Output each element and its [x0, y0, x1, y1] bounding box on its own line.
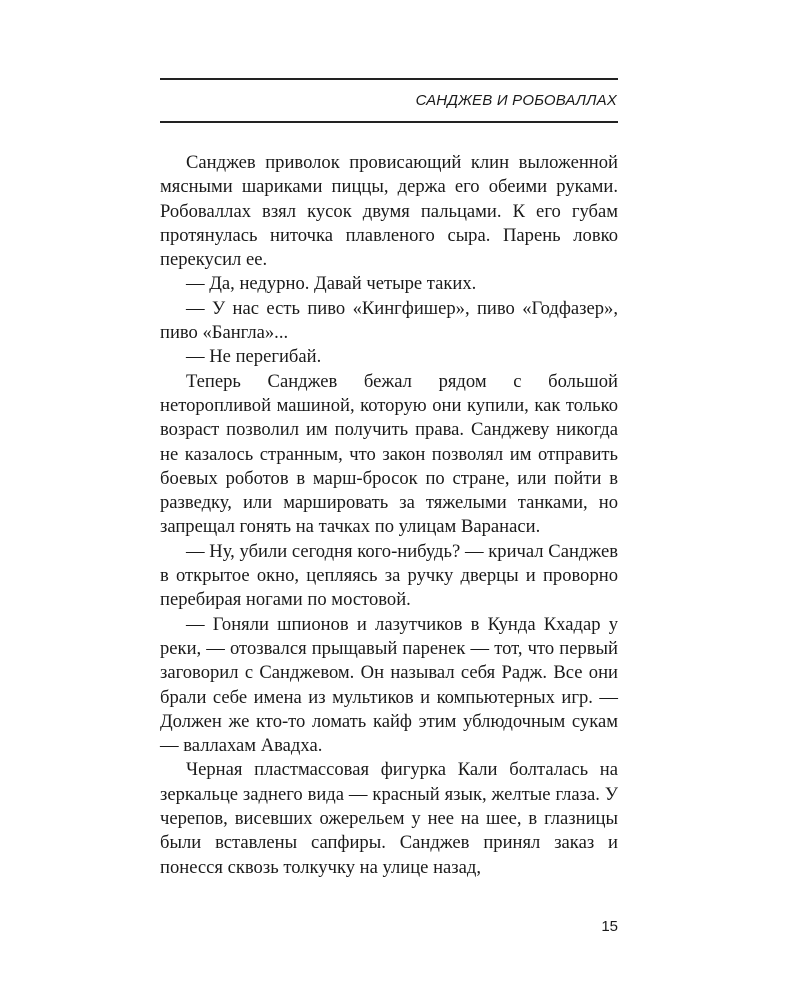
paragraph: — У нас есть пиво «Кингфишер», пиво «Годфазер», пиво «Бангла»... [160, 297, 618, 344]
running-head-title: САНДЖЕВ И РОБОВАЛЛАХ [415, 92, 617, 109]
header-bottom-rule [160, 121, 618, 123]
paragraph: Санджев приволок провисающий клин выложенной мясными шариками пиццы, держа его обеими руками. Робоваллах взял кусок двумя пальцами. К его губам протянулась ниточка плавленого сыра. Парень ловко перекусил ее. [160, 152, 618, 271]
paragraph: Черная пластмассовая фигурка Кали болталась на зеркальце заднего вида — красный язык, желтые глаза. У черепов, висевших ожерельем у нее на шее, в глазницы были вставлены сапфиры. Санджев принял заказ и понесся сквозь толкучку на улице назад, [160, 759, 618, 878]
paragraph: — Гоняли шпионов и лазутчиков в Кунда Кхадар у реки, — отозвался прыщавый паренек — тот, что первый заговорил с Санджевом. Он называл себя Радж. Все они брали себе имена из мультиков и компьютерных игр. — Должен же кто-то ломать кайф этим ублюдочным сукам — валлахам Авадха. [160, 613, 618, 757]
paragraph: — Да, недурно. Давай четыре таких. [186, 273, 477, 295]
paragraph: — Не перегибай. [186, 346, 322, 368]
paragraph: Теперь Санджев бежал рядом с большой неторопливой машиной, которую они купили, как только возраст позволил им получить права. Санджеву никогда не казалось странным, что закон позволял им отправить боевых роботов в марш-бросок по стране, или пойти в разведку, или маршировать за тяжелыми танками, но запрещал гонять на тачках по улицам Варанаси. [160, 370, 618, 538]
page-number: 15 [601, 918, 618, 935]
body-text [160, 151, 618, 880]
paragraph: — Ну, убили сегодня кого-нибудь? — кричал Санджев в открытое окно, цепляясь за ручку дверцы и проворно перебирая ногами по мостовой. [160, 540, 618, 611]
header-top-rule [160, 78, 618, 80]
